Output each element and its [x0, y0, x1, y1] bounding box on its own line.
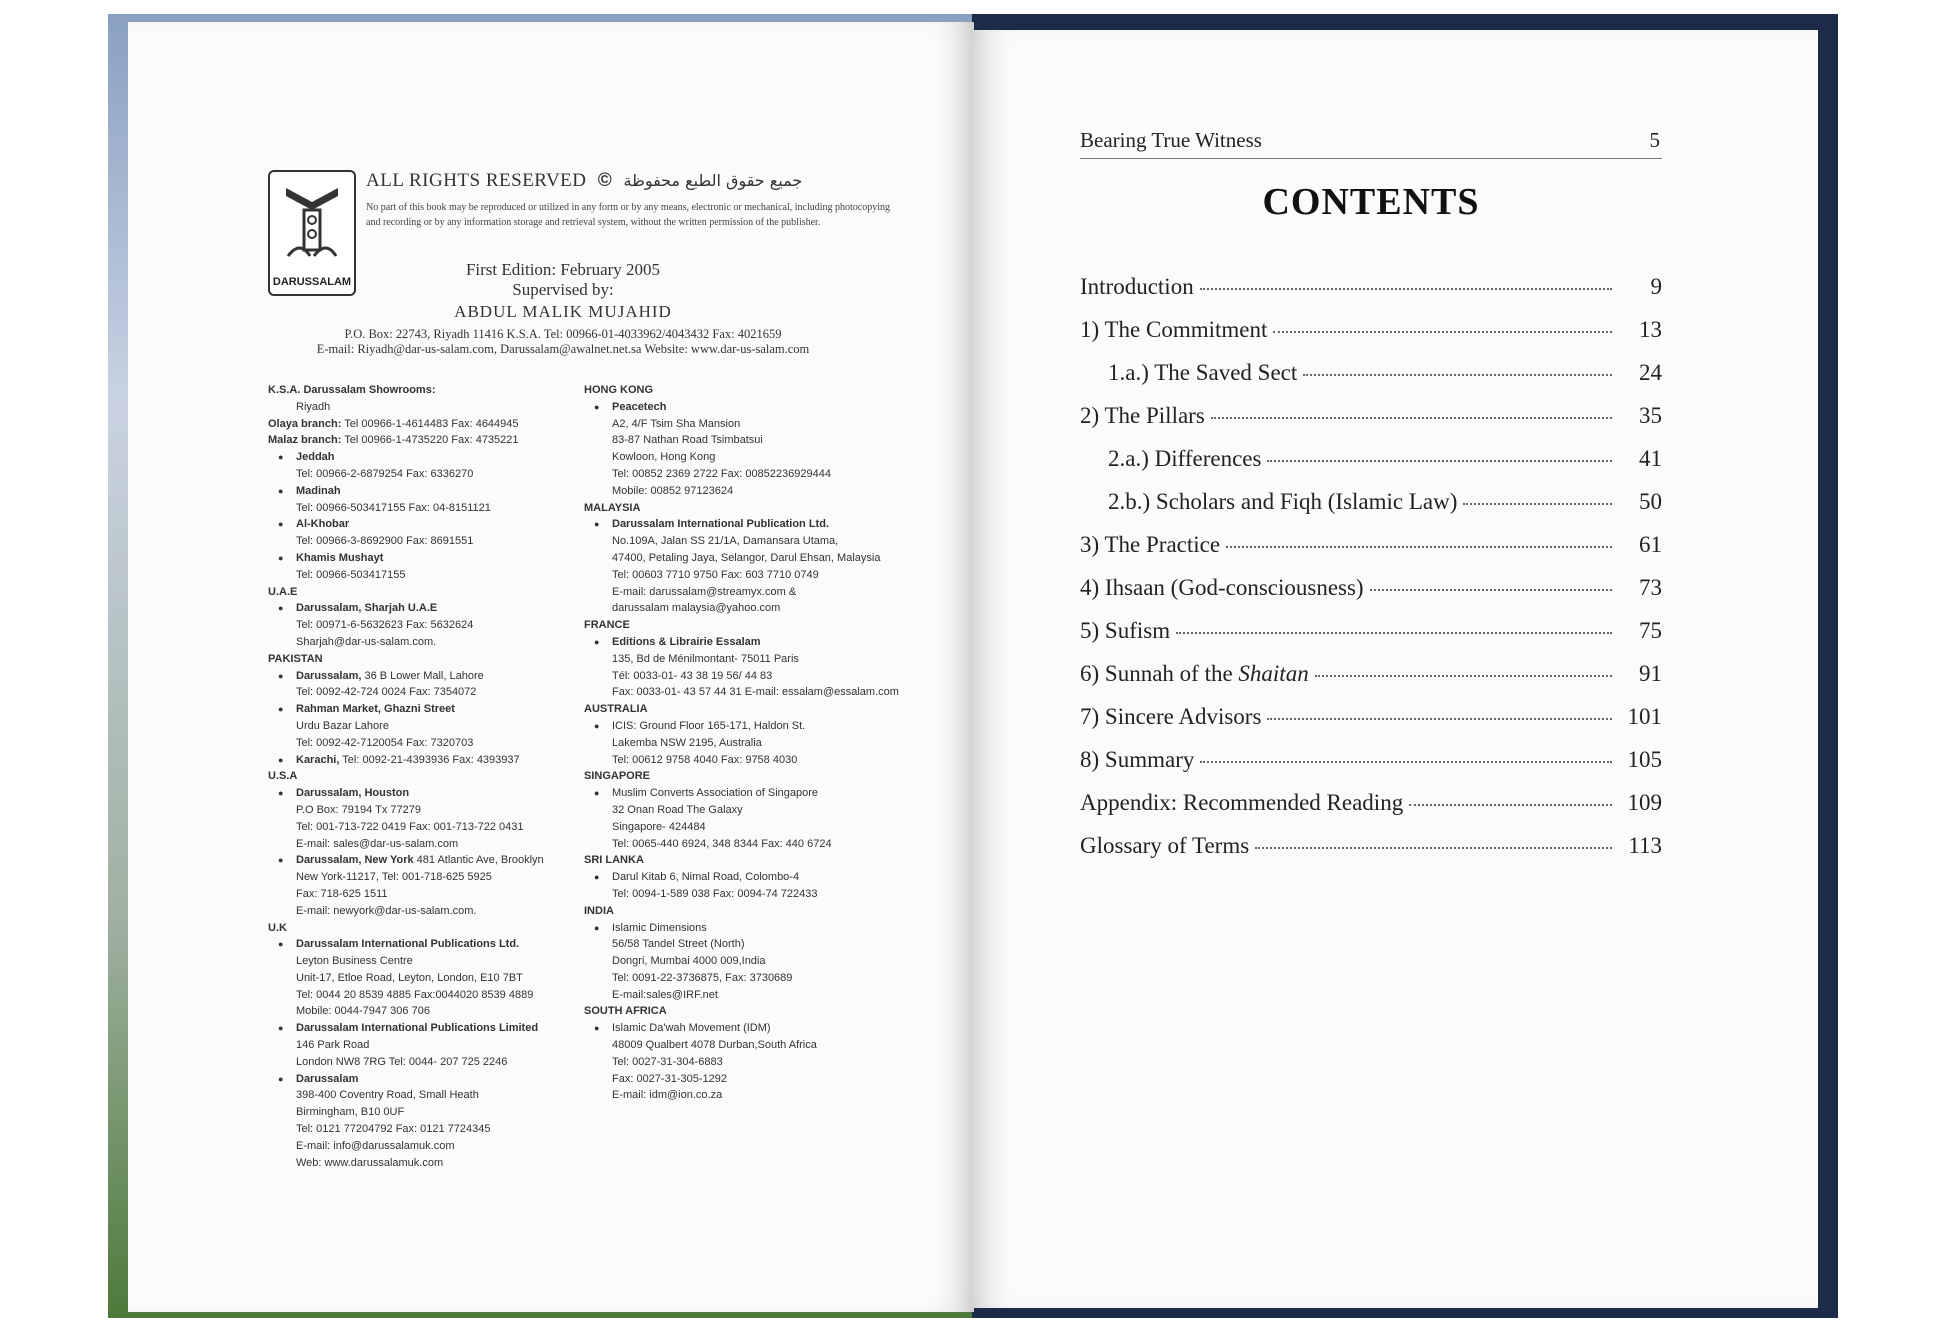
address-line: London NW8 7RG Tel: 0044- 207 725 2246 — [296, 1055, 508, 1068]
address-line: E-mail: info@darussalamuk.com — [296, 1139, 455, 1152]
address-line: E-mail: idm@ion.co.za — [612, 1089, 723, 1102]
branch-detail: 36 B Lower Mall, Lahore — [361, 669, 484, 682]
dot-leader — [1226, 546, 1612, 548]
address-line: 48009 Qualbert 4078 Durban,South Africa — [612, 1039, 817, 1052]
toc-entry — [1080, 360, 1662, 403]
address-line: Tel: 0092-42-724 0024 Fax: 7354072 — [296, 686, 477, 699]
page-number: 5 — [1649, 128, 1660, 152]
dot-leader — [1211, 417, 1612, 419]
branch-detail: Tel 00966-1-4735220 Fax: 4735221 — [341, 434, 519, 447]
address-line: Birmingham, B10 0UF — [296, 1106, 405, 1119]
dot-leader — [1267, 718, 1612, 720]
branch-name: ● Muslim Converts Association of Singapore — [584, 785, 904, 802]
toc-entry — [1080, 317, 1662, 360]
toc-entry-title — [1080, 274, 1194, 300]
address-line: Tel: 0065-440 6924, 348 8344 Fax: 440 6724 — [612, 837, 832, 850]
toc-entry-title — [1080, 661, 1309, 687]
region-heading: SRI LANKA — [584, 854, 644, 867]
toc-title-text: Introduction — [1080, 274, 1194, 299]
branch-detail: Tel: 0092-21-4393936 Fax: 4393937 — [339, 753, 520, 766]
dot-leader — [1200, 288, 1612, 290]
address-line: Tel: 00612 9758 4040 Fax: 9758 4030 — [612, 753, 798, 766]
address-line: Tel: 0094-1-589 038 Fax: 0094-74 722433 — [612, 887, 818, 900]
address-line: 56/58 Tandel Street (North) — [612, 938, 745, 951]
region-heading: MALAYSIA — [584, 501, 641, 514]
toc-entry — [1080, 274, 1662, 317]
address-line: Tel: 00966-3-8692900 Fax: 8691551 — [296, 535, 474, 548]
toc-entry-title — [1080, 403, 1205, 429]
region-heading: SOUTH AFRICA — [584, 1005, 667, 1018]
toc-title-italic: Shaitan — [1238, 661, 1309, 686]
toc-entry-title — [1080, 747, 1194, 773]
dot-leader — [1273, 331, 1612, 333]
toc-entry-title — [1080, 532, 1220, 558]
branch-name: ● Editions & Librairie Essalam — [584, 634, 904, 651]
address-line: Riyadh — [296, 400, 331, 413]
toc-entry — [1080, 704, 1662, 747]
address-line: Fax: 0033-01- 43 57 44 31 E-mail: essalam@essalam.com — [612, 686, 899, 699]
address-line: No.109A, Jalan SS 21/1A, Damansara Utama, — [612, 535, 839, 548]
branch-detail: 481 Atlantic Ave, Brooklyn — [413, 854, 544, 867]
address-line: Tél: 0033-01- 43 38 19 56/ 44 83 — [612, 669, 773, 682]
rights-title: ALL RIGHTS RESERVED — [366, 170, 587, 191]
address-line: Sharjah@dar-us-salam.com. — [296, 635, 437, 648]
address-line: Web: www.darussalamuk.com — [296, 1156, 444, 1169]
dot-leader — [1409, 804, 1612, 806]
rights-heading — [366, 170, 802, 192]
contents-page — [972, 30, 1818, 1308]
dot-leader — [1315, 675, 1612, 677]
address-line: Tel: 0121 77204792 Fax: 0121 7724345 — [296, 1123, 491, 1136]
toc-entry — [1080, 446, 1662, 489]
dot-leader — [1370, 589, 1612, 591]
address-line: Tel: 0092-42-7120054 Fax: 7320703 — [296, 736, 474, 749]
branch-name: ● Darussalam International Publications Limited — [268, 1020, 568, 1037]
address-line: Fax: 718-625 1511 — [296, 887, 388, 900]
address-line: Leyton Business Centre — [296, 955, 413, 968]
toc-entry-title — [1108, 446, 1261, 472]
address-line: A2, 4/F Tsim Sha Mansion — [612, 417, 741, 430]
contents-heading: CONTENTS — [1262, 181, 1480, 223]
toc-entry — [1080, 833, 1662, 876]
showrooms-column-right — [584, 382, 904, 1104]
address-line: Tel: 001-713-722 0419 Fax: 001-713-722 0431 — [296, 820, 524, 833]
branch-name — [268, 752, 568, 769]
toc-entry-page: 61 — [1639, 532, 1662, 557]
region-heading: U.S.A — [268, 770, 298, 783]
darussalam-emblem-icon — [280, 180, 344, 272]
supervised-by: Supervised by: — [512, 280, 614, 299]
branch-name: ● Darussalam, Sharjah U.A.E — [268, 600, 568, 617]
address-line: Mobile: 0044-7947 306 706 — [296, 1005, 430, 1018]
toc-entry-title — [1080, 575, 1364, 601]
toc-entry — [1080, 747, 1662, 790]
toc-entry-page: 13 — [1639, 317, 1662, 342]
rights-arabic: جميع حقوق الطبع محفوظة — [623, 171, 803, 190]
toc-entry-title — [1080, 618, 1170, 644]
region-heading: PAKISTAN — [268, 652, 323, 665]
toc-entry — [1080, 489, 1662, 532]
toc-entry — [1080, 661, 1662, 704]
rights-body: No part of this book may be reproduced or utilized in any form or by any means, electronic or mechanical, including photocopying and recording or by any information storage and retrieval system, without the written permission of the publisher. — [366, 202, 891, 228]
toc-title-text: 1.a.) The Saved Sect — [1108, 360, 1298, 385]
region-heading: HONG KONG — [584, 384, 654, 396]
address-line: Kowloon, Hong Kong — [612, 451, 716, 464]
branch-name: ● Khamis Mushayt — [268, 550, 568, 567]
branch-name: ● Darussalam International Publications Ltd. — [268, 936, 568, 953]
showrooms-column-left — [268, 382, 568, 1171]
toc-entry — [1080, 403, 1662, 446]
toc-title-text: 2) The Pillars — [1080, 403, 1205, 428]
address-line: Unit-17, Etloe Road, Leyton, London, E10 7BT — [296, 971, 523, 984]
address-line: darussalam malaysia@yahoo.com — [612, 602, 781, 615]
toc-entry-page: 41 — [1639, 446, 1662, 471]
address-line: Tel: 00971-6-5632623 Fax: 5632624 — [296, 619, 474, 632]
toc-entry-page: 75 — [1639, 618, 1662, 643]
copyright-page — [128, 22, 974, 1312]
address-line: 32 Onan Road The Galaxy — [612, 803, 743, 816]
address-line: Tel: 0027-31-304-6883 — [612, 1055, 723, 1068]
address-line: Tel: 00966-503417155 Fax: 04-8151121 — [296, 501, 491, 514]
address-line: 47400, Petaling Jaya, Selangor, Darul Ehsan, Malaysia — [612, 551, 881, 564]
toc-title-text: 4) Ihsaan (God-consciousness) — [1080, 575, 1364, 600]
address-line: Dongri, Mumbai 4000 009,India — [612, 955, 766, 968]
supervisor-name: ABDUL MALIK MUJAHID — [454, 302, 672, 321]
dot-leader — [1176, 632, 1612, 634]
region-heading: FRANCE — [584, 619, 630, 632]
dot-leader — [1463, 503, 1612, 505]
toc-entry-page: 24 — [1639, 360, 1662, 385]
toc-entry-page: 113 — [1628, 833, 1662, 858]
toc-title-text: 6) Sunnah of the — [1080, 661, 1239, 686]
dot-leader — [1267, 460, 1612, 462]
toc-entry — [1080, 575, 1662, 618]
address-line: Tel: 00603 7710 9750 Fax: 603 7710 0749 — [612, 568, 819, 581]
toc-entry-title — [1080, 704, 1261, 730]
branch-name: ● Darussalam — [268, 1071, 568, 1088]
toc-entry-page: 50 — [1639, 489, 1662, 514]
toc-entry — [1080, 618, 1662, 661]
address-line: Lakemba NSW 2195, Australia — [612, 736, 762, 749]
address-line: New York-11217, Tel: 001-718-625 5925 — [296, 871, 492, 884]
toc-entry-title — [1108, 489, 1457, 515]
branch-name: ● Peacetech — [584, 399, 904, 416]
region-heading: U.K — [268, 921, 287, 934]
toc-entry-page: 35 — [1639, 403, 1662, 428]
branch-name — [268, 852, 568, 869]
branch-name: ● Rahman Market, Ghazni Street — [268, 701, 568, 718]
branch-name: ● Darussalam International Publication Ltd. — [584, 516, 904, 533]
branch-label: Karachi, — [296, 753, 340, 766]
toc-entry-title — [1108, 360, 1297, 386]
toc-title-text: 7) Sincere Advisors — [1080, 704, 1262, 729]
address-line: Tel: 0044 20 8539 4885 Fax:0044020 8539 4889 — [296, 988, 534, 1001]
toc-entry-title — [1080, 790, 1403, 816]
branch-detail: Tel 00966-1-4614483 Fax: 4644945 — [341, 417, 519, 430]
address-line: Tel: 00966-503417155 — [296, 568, 406, 581]
address-line: Mobile: 00852 97123624 — [612, 484, 734, 497]
address-line: Urdu Bazar Lahore — [296, 719, 389, 732]
branch-name: ● ICIS: Ground Floor 165-171, Haldon St. — [584, 718, 904, 735]
toc-title-text: Appendix: Recommended Reading — [1080, 790, 1404, 815]
branch-name: ● Al-Khobar — [268, 516, 568, 533]
region-heading: SINGAPORE — [584, 770, 651, 783]
address-line: E-mail: darussalam@streamyx.com & — [612, 585, 797, 598]
edition: First Edition: February 2005 — [465, 260, 661, 279]
region-heading: K.S.A. Darussalam Showrooms: — [268, 384, 436, 396]
branch-name: ● Madinah — [268, 483, 568, 500]
branch-line — [268, 432, 568, 449]
toc-entry-page: 101 — [1627, 704, 1662, 729]
region-heading: AUSTRALIA — [584, 703, 648, 716]
toc-entry-page: 91 — [1639, 661, 1662, 686]
toc-entry — [1080, 790, 1662, 833]
address-line: E-mail:sales@IRF.net — [612, 988, 718, 1001]
dot-leader — [1255, 847, 1612, 849]
toc-title-text: 8) Summary — [1080, 747, 1195, 772]
toc-entry-page: 73 — [1639, 575, 1662, 600]
header-rule — [1080, 158, 1662, 159]
toc-entry-page: 9 — [1650, 274, 1662, 299]
address-line: 146 Park Road — [296, 1039, 370, 1052]
address-line: Singapore- 424484 — [612, 820, 706, 833]
publisher-address: P.O. Box: 22743, Riyadh 11416 K.S.A. Tel: 00966-01-4033962/4043432 Fax: 4021659 — [344, 327, 782, 341]
toc-entry-title — [1080, 833, 1249, 859]
address-line: 398-400 Coventry Road, Small Heath — [296, 1089, 479, 1102]
address-line: 83-87 Nathan Road Tsimbatsui — [612, 434, 763, 447]
branch-label: Olaya branch: — [268, 417, 342, 430]
address-line: Tel: 00966-2-6879254 Fax: 6336270 — [296, 467, 474, 480]
address-line: Tel: 0091-22-3736875, Fax: 3730689 — [612, 971, 793, 984]
toc-title-text: Glossary of Terms — [1080, 833, 1250, 858]
logo-label: DARUSSALAM — [272, 276, 352, 288]
address-line: 135, Bd de Ménilmontant- 75011 Paris — [612, 652, 799, 665]
region-heading: U.A.E — [268, 585, 298, 598]
branch-line — [268, 416, 568, 433]
running-title: Bearing True Witness — [1080, 128, 1262, 152]
branch-name: ● Darussalam, Houston — [268, 785, 568, 802]
toc-entry-page: 109 — [1627, 790, 1662, 815]
address-line: P.O Box: 79194 Tx 77279 — [296, 803, 421, 816]
address-line: E-mail: newyork@dar-us-salam.com. — [296, 904, 477, 917]
branch-name: ● Islamic Da'wah Movement (IDM) — [584, 1020, 904, 1037]
address-line: Fax: 0027-31-305-1292 — [612, 1072, 727, 1085]
branch-name — [268, 668, 568, 685]
branch-name: ● Jeddah — [268, 449, 568, 466]
toc-title-text: 2.b.) Scholars and Fiqh (Islamic Law) — [1108, 489, 1458, 514]
branch-label: Darussalam, — [296, 669, 362, 682]
table-of-contents — [1080, 274, 1662, 876]
toc-title-text: 2.a.) Differences — [1108, 446, 1262, 471]
toc-entry — [1080, 532, 1662, 575]
branch-name: ● Darul Kitab 6, Nimal Road, Colombo-4 — [584, 869, 904, 886]
toc-entry-title — [1080, 317, 1267, 343]
copyright-icon: © — [597, 170, 613, 191]
publisher-contact: E-mail: Riyadh@dar-us-salam.com, Darussalam@awalnet.net.sa Website: www.dar-us-salam.com — [316, 342, 810, 356]
toc-title-text: 1) The Commitment — [1080, 317, 1268, 342]
branch-label: Malaz branch: — [268, 434, 342, 447]
dot-leader — [1303, 374, 1612, 376]
branch-name: ● Islamic Dimensions — [584, 920, 904, 937]
branch-label: Darussalam, New York — [296, 854, 414, 867]
toc-title-text: 5) Sufism — [1080, 618, 1171, 643]
address-line: E-mail: sales@dar-us-salam.com — [296, 837, 459, 850]
dot-leader — [1200, 761, 1612, 763]
toc-title-text: 3) The Practice — [1080, 532, 1221, 557]
region-heading: INDIA — [584, 904, 614, 917]
toc-entry-page: 105 — [1627, 747, 1662, 772]
address-line: Tel: 00852 2369 2722 Fax: 00852236929444 — [612, 467, 831, 480]
